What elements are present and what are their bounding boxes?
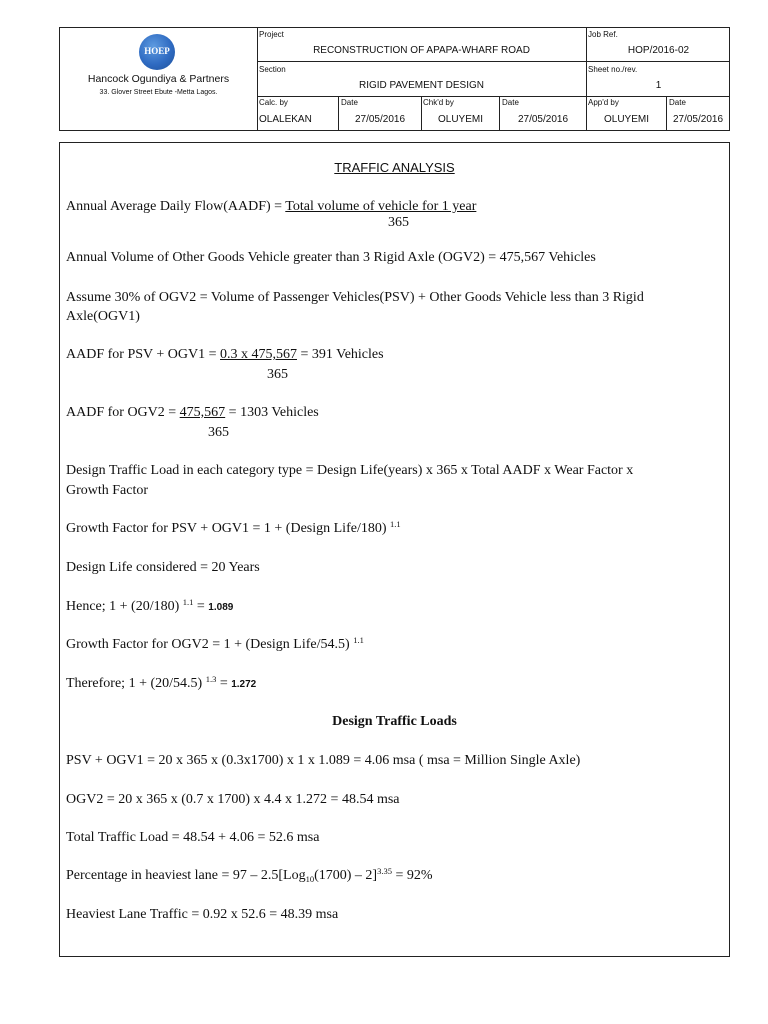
ogv2-annual-volume: Annual Volume of Other Goods Vehicle greater than 3 Rigid Axle (OGV2) = 475,567 Vehicles [66, 250, 596, 265]
pct-text-b: (1700) – 2] [314, 868, 378, 883]
pct-text-a: Percentage in heaviest lane = 97 – 2.5[Log [66, 868, 306, 883]
section-label: Section [259, 65, 286, 74]
therefore-value: 1.272 [231, 679, 257, 690]
title-block [59, 27, 730, 131]
growth-factor-ogv2-exponent: 1.1 [353, 635, 364, 645]
design-life: Design Life considered = 20 Years [66, 560, 260, 575]
aadf-psv-result: = 391 Vehicles [297, 347, 384, 362]
hence-calculation [66, 599, 233, 616]
aadf-psv-numerator: 0.3 x 475,567 [220, 347, 297, 362]
jobref-value: HOP/2016-02 [627, 45, 690, 56]
growth-factor-psv-exponent: 1.1 [390, 519, 401, 529]
appd-value: OLUYEMI [603, 114, 649, 125]
assumption-line-2: Axle(OGV1) [66, 309, 140, 324]
hence-value: 1.089 [208, 602, 234, 613]
aadf-ogv2-denominator: 365 [208, 425, 229, 440]
date2-label: Date [502, 98, 519, 107]
growth-factor-ogv2 [66, 637, 364, 653]
pct-log-base: 10 [305, 874, 315, 884]
aadf-psv-lhs: AADF for PSV + OGV1 = [66, 347, 220, 362]
subheading-design-traffic-loads: Design Traffic Loads [332, 714, 457, 729]
design-traffic-load-line-2: Growth Factor [66, 483, 149, 498]
pct-result: = 92% [391, 868, 433, 883]
growth-factor-psv [66, 521, 401, 537]
heaviest-lane-traffic: Heaviest Lane Traffic = 0.92 x 52.6 = 48.39 msa [66, 907, 339, 922]
date2-value: 27/05/2016 [517, 114, 569, 125]
project-label: Project [259, 30, 284, 39]
date1-label: Date [341, 98, 358, 107]
therefore-equals: = [216, 676, 232, 691]
appd-label: App'd by [588, 98, 619, 107]
company-address: 33. Glover Street Ebute -Metta Lagos. [99, 89, 218, 96]
aadf-denominator: 365 [388, 215, 409, 230]
company-name: Hancock Ogundiya & Partners [87, 73, 230, 85]
aadf-numerator: Total volume of vehicle for 1 year [285, 199, 477, 214]
aadf-ogv2-result: = 1303 Vehicles [225, 405, 319, 420]
aadf-psv-ogv1 [66, 347, 384, 363]
chkd-label: Chk'd by [423, 98, 454, 107]
therefore-calculation [66, 676, 256, 693]
date1-value: 27/05/2016 [354, 114, 406, 125]
logo-text: HOEP [144, 46, 170, 56]
aadf-ogv2 [66, 405, 319, 421]
aadf-ogv2-numerator: 475,567 [179, 405, 226, 420]
section-value: RIGID PAVEMENT DESIGN [358, 80, 485, 91]
pct-exponent: 3.35 [377, 866, 392, 876]
calcby-value: OLALEKAN [259, 114, 312, 125]
hence-text: Hence; 1 + (20/180) [66, 599, 183, 614]
hence-equals: = [193, 599, 209, 614]
date3-value: 27/05/2016 [672, 114, 724, 125]
psv-ogv1-load: PSV + OGV1 = 20 x 365 x (0.3x1700) x 1 x 1.089 = 4.06 msa ( msa = Million Single Axle) [66, 753, 581, 768]
total-traffic-load: Total Traffic Load = 48.54 + 4.06 = 52.6 msa [66, 830, 320, 845]
sheet-value: 1 [655, 80, 662, 91]
chkd-value: OLUYEMI [437, 114, 483, 125]
sheet-label: Sheet no./rev. [588, 65, 638, 74]
therefore-text: Therefore; 1 + (20/54.5) [66, 676, 206, 691]
aadf-lhs: Annual Average Daily Flow(AADF) = [66, 199, 286, 214]
aadf-definition [66, 199, 476, 215]
aadf-ogv2-lhs: AADF for OGV2 = [66, 405, 180, 420]
aadf-psv-denominator: 365 [267, 367, 288, 382]
date3-label: Date [669, 98, 686, 107]
ogv2-load: OGV2 = 20 x 365 x (0.7 x 1700) x 4.4 x 1.272 = 48.54 msa [66, 792, 400, 807]
design-traffic-load-line-1: Design Traffic Load in each category type = Design Life(years) x 365 x Total AADF x Wear Factor x [66, 463, 634, 478]
heaviest-lane-percentage [66, 868, 433, 884]
company-logo [139, 34, 175, 70]
calcby-label: Calc. by [259, 98, 288, 107]
growth-factor-psv-text: Growth Factor for PSV + OGV1 = 1 + (Design Life/180) [66, 521, 391, 536]
jobref-label: Job Ref. [588, 30, 618, 39]
hence-exponent: 1.1 [182, 597, 194, 607]
growth-factor-ogv2-text: Growth Factor for OGV2 = 1 + (Design Life/54.5) [66, 637, 354, 652]
project-value: RECONSTRUCTION OF APAPA-WHARF ROAD [313, 45, 530, 56]
assumption-line-1: Assume 30% of OGV2 = Volume of Passenger Vehicles(PSV) + Other Goods Vehicle less than 3 Rigid [66, 290, 644, 305]
page-title: TRAFFIC ANALYSIS [334, 160, 455, 175]
therefore-exponent: 1.3 [205, 674, 217, 684]
